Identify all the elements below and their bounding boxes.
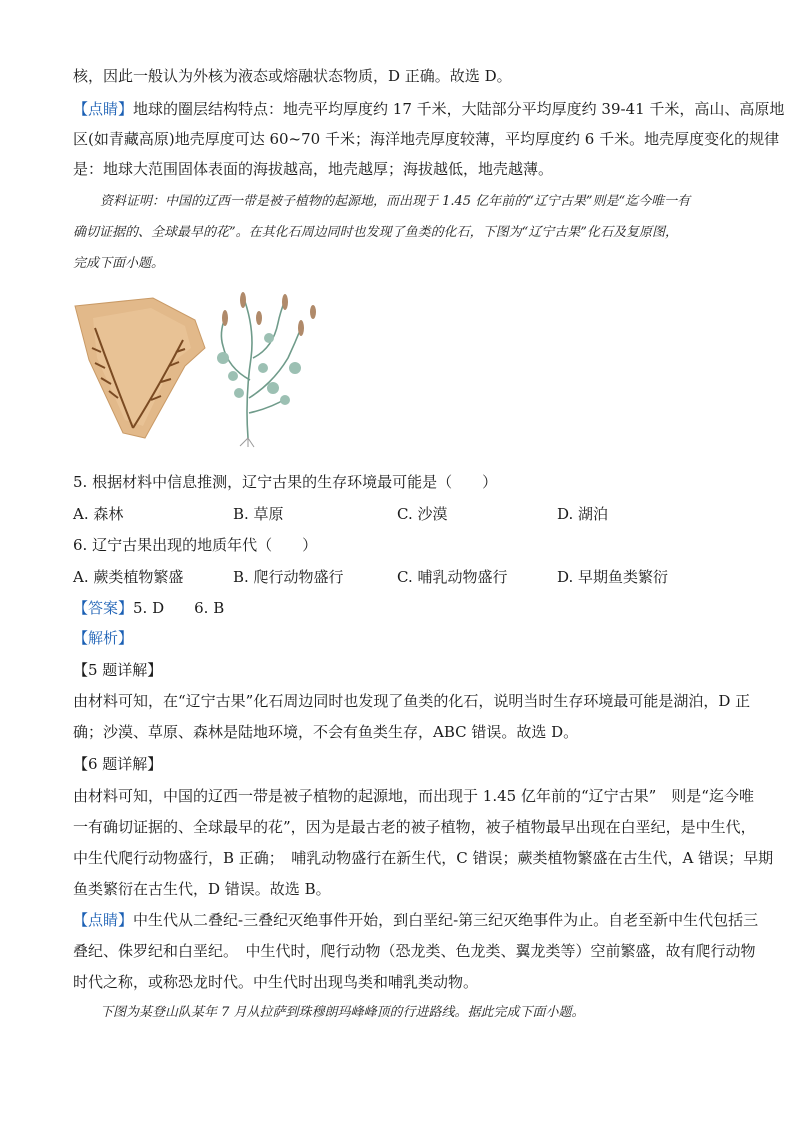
next-question-intro: 下图为某登山队某年 7 月从拉萨到珠穆朗玛峰峰顶的行进路线。据此完成下面小题。 [100, 1005, 585, 1020]
detail5-tag: 【5 题详解】 [73, 661, 163, 679]
q6-stem: 6. 辽宁古果出现的地质年代（ ） [73, 536, 318, 554]
detail6-line2: 一有确切证据的、全球最早的花”，因为是最古老的被子植物，被子植物最早出现在白垩纪，是中生代， [73, 818, 756, 836]
note2-line1 [73, 909, 759, 931]
note1-line1 [73, 98, 785, 120]
note2-line3: 时代之称，或称恐龙时代。中生代时出现鸟类和哺乳类动物。 [73, 973, 479, 991]
plant-fruits [222, 292, 316, 336]
q6-option-a: A. 蕨类植物繁盛 [73, 568, 184, 586]
note2-line2: 叠纪、侏罗纪和白垩纪。 中生代时，爬行动物（恐龙类、色龙类、翼龙类等）空前繁盛，故有爬行动物 [73, 942, 756, 960]
detail6-line4: 鱼类繁衍在古生代，D 错误。故选 B。 [73, 880, 331, 898]
material-line1: 资料证明：中国的辽西一带是被子植物的起源地，而出现于 1.45 亿年前的“辽宁古果”则是“迄今唯一有 [100, 194, 691, 209]
note1-line2: 区(如青藏高原)地壳厚度可达 60~70 千米；海洋地壳厚度较薄，平均厚度约 6 千米。地壳厚度变化的规律 [73, 130, 780, 148]
q6-option-c: C. 哺乳动物盛行 [397, 568, 508, 586]
q5-option-b: B. 草原 [233, 505, 284, 523]
q5-option-a: A. 森林 [73, 505, 124, 523]
detail5-line1: 由材料可知，在“辽宁古果”化石周边同时也发现了鱼类的化石，说明当时生存环境最可能是湖泊，D 正 [73, 692, 751, 710]
note2-tag: 【点睛】 [73, 911, 134, 929]
material-line3: 完成下面小题。 [73, 256, 165, 271]
q5-option-c: C. 沙漠 [397, 505, 448, 523]
detail6-line1: 由材料可知，中国的辽西一带是被子植物的起源地，而出现于 1.45 亿年前的“辽宁古果” 则是“迄今唯 [73, 787, 754, 805]
fossil-figure [73, 288, 333, 448]
q6-option-d: D. 早期鱼类繁衍 [557, 568, 669, 586]
detail6-line3: 中生代爬行动物盛行，B 正确； 哺乳动物盛行在新生代，C 错误；蕨类植物繁盛在古生代，A 错误；早期 [73, 849, 774, 867]
q6-option-b: B. 爬行动物盛行 [233, 568, 344, 586]
plant-roots [240, 438, 254, 447]
detail5-line2: 确；沙漠、草原、森林是陆地环境，不会有鱼类生存，ABC 错误。故选 D。 [73, 723, 579, 741]
detail6-tag: 【6 题详解】 [73, 755, 163, 773]
q5-stem: 5. 根据材料中信息推测，辽宁古果的生存环境最可能是（ ） [73, 473, 498, 491]
answer-line [73, 597, 723, 619]
answer-tag: 【答案】 [73, 599, 134, 617]
material-line2: 确切证据的、全球最早的花”。在其化石周边同时也发现了鱼类的化石，下图为“辽宁古果”化石及复原图， [73, 225, 678, 240]
q5-option-d: D. 湖泊 [557, 505, 609, 523]
plant-leaves [217, 333, 301, 405]
note2-text1: 中生代从二叠纪-三叠纪灭绝事件开始，到白垩纪-第三纪灭绝事件为止。自老至新中生代包括三 [133, 911, 759, 929]
note1-text1: 地球的圈层结构特点：地壳平均厚度约 17 千米，大陆部分平均厚度约 39-41 千米，高山、高原地 [133, 100, 785, 118]
note-tag: 【点睛】 [73, 100, 134, 118]
fossil-and-reconstruction-image [73, 288, 333, 448]
answer-text: 5. D 6. B [133, 599, 225, 617]
prev-answer-line: 核，因此一般认为外核为液态或熔融状态物质，D 正确。故选 D。 [73, 67, 512, 85]
analysis-tag: 【解析】 [73, 629, 134, 647]
note1-line3: 是：地球大范围固体表面的海拔越高，地壳越厚；海拔越低，地壳越薄。 [73, 160, 554, 178]
